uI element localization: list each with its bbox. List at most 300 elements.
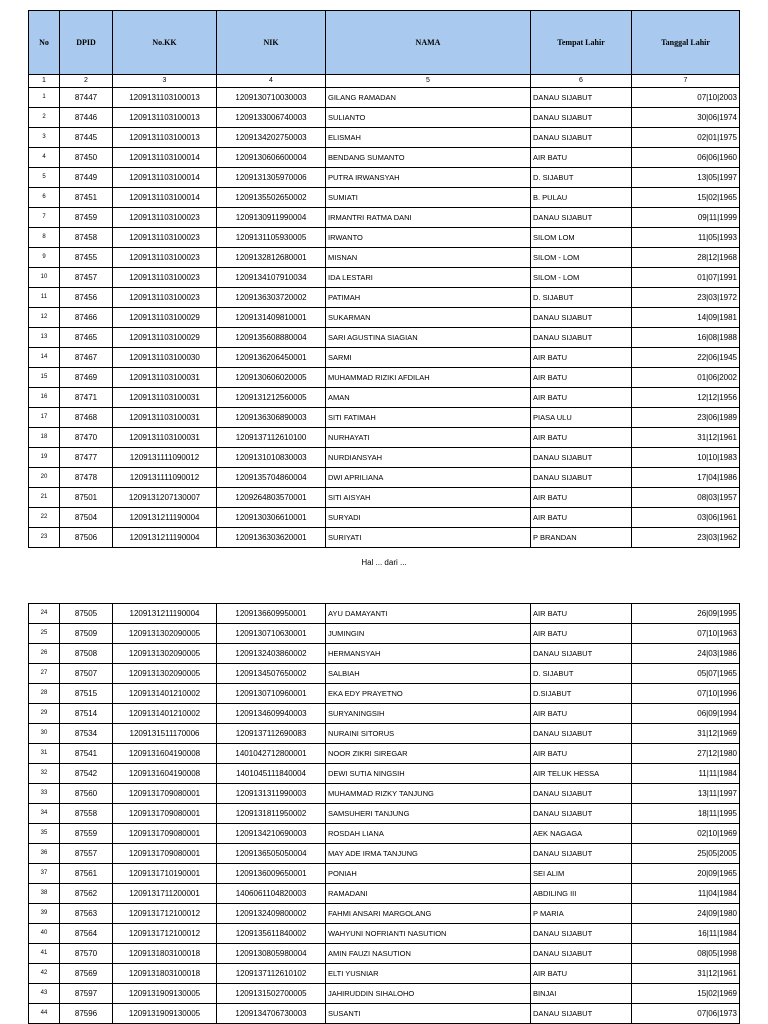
cell-no-kk: 1209131103100023 xyxy=(113,288,217,308)
cell-tanggal-lahir: 20|09|1965 xyxy=(632,864,740,884)
cell-no-kk: 1209131103100029 xyxy=(113,328,217,348)
table-row xyxy=(29,308,740,328)
cell-nik: 1209136009650001 xyxy=(217,864,326,884)
cell-tempat-lahir: DANAU SIJABUT xyxy=(531,328,632,348)
cell-nama: SALBIAH xyxy=(326,664,531,684)
table-row xyxy=(29,1004,740,1024)
table-row xyxy=(29,744,740,764)
table-row xyxy=(29,528,740,548)
cell-nik: 1209131305970006 xyxy=(217,168,326,188)
cell-tempat-lahir: DANAU SIJABUT xyxy=(531,644,632,664)
table-row xyxy=(29,88,740,108)
cell-no-kk: 1209131103100029 xyxy=(113,308,217,328)
cell-dpid: 87465 xyxy=(60,328,113,348)
cell-no: 28 xyxy=(29,684,60,704)
cell-no: 5 xyxy=(29,168,60,188)
cell-nama: ROSDAH LIANA xyxy=(326,824,531,844)
cell-tanggal-lahir: 17|04|1986 xyxy=(632,468,740,488)
cell-tempat-lahir: SILOM - LOM xyxy=(531,268,632,288)
column-number-row xyxy=(29,75,740,88)
cell-dpid: 87466 xyxy=(60,308,113,328)
cell-nik: 1209264803570001 xyxy=(217,488,326,508)
header-nik: NIK xyxy=(217,11,326,75)
column-number: 4 xyxy=(217,75,326,88)
cell-tanggal-lahir: 11|04|1984 xyxy=(632,884,740,904)
cell-nama: DWI APRILIANA xyxy=(326,468,531,488)
cell-nama: WAHYUNI NOFRIANTI NASUTION xyxy=(326,924,531,944)
voter-table-page-1 xyxy=(28,10,740,548)
cell-no: 25 xyxy=(29,624,60,644)
cell-nama: AYU DAMAYANTI xyxy=(326,604,531,624)
cell-dpid: 87542 xyxy=(60,764,113,784)
cell-nik: 1209137112610100 xyxy=(217,428,326,448)
cell-dpid: 87445 xyxy=(60,128,113,148)
cell-no: 39 xyxy=(29,904,60,924)
cell-tanggal-lahir: 13|05|1997 xyxy=(632,168,740,188)
cell-tempat-lahir: ABDILING III xyxy=(531,884,632,904)
cell-dpid: 87534 xyxy=(60,724,113,744)
cell-no-kk: 1209131103100014 xyxy=(113,188,217,208)
cell-tanggal-lahir: 28|12|1968 xyxy=(632,248,740,268)
table-row xyxy=(29,664,740,684)
cell-nama: AMIN FAUZI NASUTION xyxy=(326,944,531,964)
cell-tanggal-lahir: 11|05|1993 xyxy=(632,228,740,248)
table-row xyxy=(29,884,740,904)
header-no-kk: No.KK xyxy=(113,11,217,75)
cell-nik: 1209137112690083 xyxy=(217,724,326,744)
cell-tanggal-lahir: 11|11|1984 xyxy=(632,764,740,784)
table-row xyxy=(29,824,740,844)
table-row xyxy=(29,188,740,208)
cell-nama: IRMANTRI RATMA DANI xyxy=(326,208,531,228)
cell-dpid: 87459 xyxy=(60,208,113,228)
table-row xyxy=(29,784,740,804)
cell-tanggal-lahir: 24|03|1986 xyxy=(632,644,740,664)
cell-tanggal-lahir: 16|11|1984 xyxy=(632,924,740,944)
cell-dpid: 87504 xyxy=(60,508,113,528)
cell-tanggal-lahir: 01|06|2002 xyxy=(632,368,740,388)
cell-nik: 1209131409810001 xyxy=(217,308,326,328)
cell-no: 1 xyxy=(29,88,60,108)
table-row xyxy=(29,288,740,308)
cell-nama: AMAN xyxy=(326,388,531,408)
cell-tanggal-lahir: 07|06|1973 xyxy=(632,1004,740,1024)
cell-nik: 1209136609950001 xyxy=(217,604,326,624)
cell-no-kk: 1209131207130007 xyxy=(113,488,217,508)
cell-nik: 1406061104820003 xyxy=(217,884,326,904)
column-number: 3 xyxy=(113,75,217,88)
table-row xyxy=(29,268,740,288)
cell-no: 41 xyxy=(29,944,60,964)
cell-dpid: 87470 xyxy=(60,428,113,448)
cell-no: 24 xyxy=(29,604,60,624)
cell-tempat-lahir: D. SIJABUT xyxy=(531,168,632,188)
cell-tanggal-lahir: 15|02|1965 xyxy=(632,188,740,208)
cell-no: 32 xyxy=(29,764,60,784)
cell-no-kk: 1209131103100023 xyxy=(113,268,217,288)
cell-no: 14 xyxy=(29,348,60,368)
cell-tempat-lahir: AIR BATU xyxy=(531,744,632,764)
cell-dpid: 87468 xyxy=(60,408,113,428)
cell-no-kk: 1209131103100023 xyxy=(113,248,217,268)
cell-nama: PATIMAH xyxy=(326,288,531,308)
cell-nik: 1209136303620001 xyxy=(217,528,326,548)
cell-tempat-lahir: P BRANDAN xyxy=(531,528,632,548)
cell-no: 4 xyxy=(29,148,60,168)
table-row xyxy=(29,704,740,724)
cell-nama: SULIANTO xyxy=(326,108,531,128)
cell-tanggal-lahir: 05|07|1965 xyxy=(632,664,740,684)
cell-nik: 1209130805980004 xyxy=(217,944,326,964)
table-row xyxy=(29,248,740,268)
cell-nik: 1209131105930005 xyxy=(217,228,326,248)
cell-no: 8 xyxy=(29,228,60,248)
cell-tempat-lahir: DANAU SIJABUT xyxy=(531,448,632,468)
cell-no: 18 xyxy=(29,428,60,448)
cell-no: 2 xyxy=(29,108,60,128)
cell-tanggal-lahir: 15|02|1969 xyxy=(632,984,740,1004)
cell-dpid: 87509 xyxy=(60,624,113,644)
cell-dpid: 87514 xyxy=(60,704,113,724)
cell-nik: 1209130911990004 xyxy=(217,208,326,228)
cell-tanggal-lahir: 18|11|1995 xyxy=(632,804,740,824)
cell-no: 22 xyxy=(29,508,60,528)
cell-nik: 1209130710030003 xyxy=(217,88,326,108)
cell-nik: 1209131502700005 xyxy=(217,984,326,1004)
cell-nama: PONIAH xyxy=(326,864,531,884)
cell-dpid: 87570 xyxy=(60,944,113,964)
cell-nik: 1209136206450001 xyxy=(217,348,326,368)
cell-tempat-lahir: P MARIA xyxy=(531,904,632,924)
cell-no: 33 xyxy=(29,784,60,804)
cell-no-kk: 1209131909130005 xyxy=(113,984,217,1004)
cell-no: 34 xyxy=(29,804,60,824)
table-row xyxy=(29,228,740,248)
table-row xyxy=(29,408,740,428)
cell-nik: 1209134609940003 xyxy=(217,704,326,724)
cell-dpid: 87450 xyxy=(60,148,113,168)
cell-nama: DEWI SUTIA NINGSIH xyxy=(326,764,531,784)
header-tanggal-lahir: Tanggal Lahir xyxy=(632,11,740,75)
table-body-page-1 xyxy=(29,88,740,548)
cell-no: 31 xyxy=(29,744,60,764)
cell-dpid: 87477 xyxy=(60,448,113,468)
cell-dpid: 87597 xyxy=(60,984,113,1004)
cell-nik: 1209131811950002 xyxy=(217,804,326,824)
table-row xyxy=(29,428,740,448)
cell-tempat-lahir: AIR BATU xyxy=(531,964,632,984)
cell-tempat-lahir: AIR BATU xyxy=(531,428,632,448)
cell-tanggal-lahir: 07|10|1996 xyxy=(632,684,740,704)
column-number: 5 xyxy=(326,75,531,88)
cell-nama: BENDANG SUMANTO xyxy=(326,148,531,168)
cell-tempat-lahir: AIR BATU xyxy=(531,604,632,624)
cell-tempat-lahir: DANAU SIJABUT xyxy=(531,784,632,804)
cell-no-kk: 1209131103100030 xyxy=(113,348,217,368)
cell-tempat-lahir: DANAU SIJABUT xyxy=(531,924,632,944)
cell-nik: 1209130306610001 xyxy=(217,508,326,528)
cell-nik: 1209132812680001 xyxy=(217,248,326,268)
cell-tanggal-lahir: 13|11|1997 xyxy=(632,784,740,804)
header-nama: NAMA xyxy=(326,11,531,75)
cell-nik: 1209134202750003 xyxy=(217,128,326,148)
cell-dpid: 87561 xyxy=(60,864,113,884)
cell-nik: 1209131010830003 xyxy=(217,448,326,468)
table-row xyxy=(29,508,740,528)
cell-nik: 1209137112610102 xyxy=(217,964,326,984)
cell-dpid: 87447 xyxy=(60,88,113,108)
cell-nama: SURYANINGSIH xyxy=(326,704,531,724)
table-row xyxy=(29,148,740,168)
cell-tanggal-lahir: 16|08|1988 xyxy=(632,328,740,348)
table-row xyxy=(29,984,740,1004)
cell-no-kk: 1209131401210002 xyxy=(113,704,217,724)
cell-nama: SARMI xyxy=(326,348,531,368)
cell-nik: 1209135611840002 xyxy=(217,924,326,944)
cell-dpid: 87456 xyxy=(60,288,113,308)
cell-no: 15 xyxy=(29,368,60,388)
cell-nik: 1209132409800002 xyxy=(217,904,326,924)
cell-nama: SARI AGUSTINA SIAGIAN xyxy=(326,328,531,348)
cell-no-kk: 1209131302090005 xyxy=(113,644,217,664)
cell-nik: 1401045111840004 xyxy=(217,764,326,784)
cell-dpid: 87564 xyxy=(60,924,113,944)
cell-no-kk: 1209131909130005 xyxy=(113,1004,217,1024)
cell-tempat-lahir: AIR TELUK HESSA xyxy=(531,764,632,784)
table-row xyxy=(29,904,740,924)
cell-nik: 1209136306890003 xyxy=(217,408,326,428)
cell-nama: IDA LESTARI xyxy=(326,268,531,288)
cell-no: 12 xyxy=(29,308,60,328)
cell-nik: 1209135608880004 xyxy=(217,328,326,348)
cell-nama: PUTRA IRWANSYAH xyxy=(326,168,531,188)
header-dpid: DPID xyxy=(60,11,113,75)
cell-tanggal-lahir: 23|03|1962 xyxy=(632,528,740,548)
cell-tempat-lahir: D. SIJABUT xyxy=(531,664,632,684)
cell-tanggal-lahir: 02|01|1975 xyxy=(632,128,740,148)
table-row xyxy=(29,944,740,964)
cell-nama: IRWANTO xyxy=(326,228,531,248)
table-row xyxy=(29,684,740,704)
cell-no-kk: 1209131712100012 xyxy=(113,904,217,924)
cell-tempat-lahir: SILOM - LOM xyxy=(531,248,632,268)
column-number: 2 xyxy=(60,75,113,88)
cell-no: 13 xyxy=(29,328,60,348)
cell-no-kk: 1209131604190008 xyxy=(113,764,217,784)
cell-no: 44 xyxy=(29,1004,60,1024)
cell-no-kk: 1209131211190004 xyxy=(113,508,217,528)
table-row xyxy=(29,964,740,984)
cell-tanggal-lahir: 08|03|1957 xyxy=(632,488,740,508)
cell-nik: 1209131212560005 xyxy=(217,388,326,408)
cell-tanggal-lahir: 02|10|1969 xyxy=(632,824,740,844)
cell-tanggal-lahir: 31|12|1961 xyxy=(632,964,740,984)
cell-no-kk: 1209131103100031 xyxy=(113,388,217,408)
table-row xyxy=(29,208,740,228)
cell-dpid: 87451 xyxy=(60,188,113,208)
column-number: 6 xyxy=(531,75,632,88)
cell-no: 21 xyxy=(29,488,60,508)
cell-no-kk: 1209131709080001 xyxy=(113,824,217,844)
cell-no-kk: 1209131103100014 xyxy=(113,168,217,188)
cell-nama: ELISMAH xyxy=(326,128,531,148)
cell-no: 36 xyxy=(29,844,60,864)
cell-no-kk: 1209131103100014 xyxy=(113,148,217,168)
cell-nama: NOOR ZIKRI SIREGAR xyxy=(326,744,531,764)
cell-no-kk: 1209131710190001 xyxy=(113,864,217,884)
cell-tempat-lahir: AIR BATU xyxy=(531,624,632,644)
cell-no-kk: 1209131803100018 xyxy=(113,964,217,984)
cell-tempat-lahir: DANAU SIJABUT xyxy=(531,1004,632,1024)
cell-nik: 1209132403860002 xyxy=(217,644,326,664)
cell-dpid: 87478 xyxy=(60,468,113,488)
cell-tanggal-lahir: 01|07|1991 xyxy=(632,268,740,288)
column-number: 1 xyxy=(29,75,60,88)
cell-dpid: 87562 xyxy=(60,884,113,904)
cell-no: 9 xyxy=(29,248,60,268)
page-footer: Hal ... dari ... xyxy=(361,558,407,567)
table-row xyxy=(29,348,740,368)
cell-tempat-lahir: D. SIJABUT xyxy=(531,288,632,308)
cell-no-kk: 1209131211190004 xyxy=(113,604,217,624)
cell-no-kk: 1209131604190008 xyxy=(113,744,217,764)
cell-tanggal-lahir: 14|09|1981 xyxy=(632,308,740,328)
cell-nik: 1209134107910034 xyxy=(217,268,326,288)
cell-nama: NURAINI SITORUS xyxy=(326,724,531,744)
cell-nama: MUHAMMAD RIZIKI AFDILAH xyxy=(326,368,531,388)
table-row xyxy=(29,488,740,508)
cell-nama: SUMIATI xyxy=(326,188,531,208)
cell-nama: ELTI YUSNIAR xyxy=(326,964,531,984)
cell-tempat-lahir: SILOM LOM xyxy=(531,228,632,248)
cell-no-kk: 1209131103100031 xyxy=(113,428,217,448)
cell-no-kk: 1209131103100031 xyxy=(113,408,217,428)
cell-dpid: 87563 xyxy=(60,904,113,924)
cell-nik: 1209134706730003 xyxy=(217,1004,326,1024)
table-row xyxy=(29,604,740,624)
cell-no: 16 xyxy=(29,388,60,408)
cell-nama: MAY ADE IRMA TANJUNG xyxy=(326,844,531,864)
cell-tempat-lahir: DANAU SIJABUT xyxy=(531,108,632,128)
header-no: No xyxy=(29,11,60,75)
cell-nik: 1209130606600004 xyxy=(217,148,326,168)
cell-tanggal-lahir: 06|06|1960 xyxy=(632,148,740,168)
cell-no-kk: 1209131712100012 xyxy=(113,924,217,944)
cell-dpid: 87558 xyxy=(60,804,113,824)
table-row xyxy=(29,108,740,128)
cell-dpid: 87596 xyxy=(60,1004,113,1024)
cell-tempat-lahir: DANAU SIJABUT xyxy=(531,844,632,864)
cell-no-kk: 1209131803100018 xyxy=(113,944,217,964)
cell-nama: SAMSUHERI TANJUNG xyxy=(326,804,531,824)
cell-dpid: 87471 xyxy=(60,388,113,408)
cell-nama: SITI AISYAH xyxy=(326,488,531,508)
cell-no-kk: 1209131103100023 xyxy=(113,228,217,248)
cell-no: 30 xyxy=(29,724,60,744)
cell-no-kk: 1209131709080001 xyxy=(113,784,217,804)
cell-tempat-lahir: AEK NAGAGA xyxy=(531,824,632,844)
cell-no: 37 xyxy=(29,864,60,884)
table-row xyxy=(29,328,740,348)
cell-nama: EKA EDY PRAYETNO xyxy=(326,684,531,704)
cell-no-kk: 1209131709080001 xyxy=(113,844,217,864)
cell-dpid: 87506 xyxy=(60,528,113,548)
cell-dpid: 87457 xyxy=(60,268,113,288)
cell-tempat-lahir: DANAU SIJABUT xyxy=(531,208,632,228)
cell-tanggal-lahir: 23|06|1989 xyxy=(632,408,740,428)
cell-dpid: 87508 xyxy=(60,644,113,664)
cell-tempat-lahir: AIR BATU xyxy=(531,508,632,528)
cell-dpid: 87505 xyxy=(60,604,113,624)
cell-no: 40 xyxy=(29,924,60,944)
table-row xyxy=(29,128,740,148)
cell-tanggal-lahir: 08|05|1998 xyxy=(632,944,740,964)
cell-tempat-lahir: DANAU SIJABUT xyxy=(531,88,632,108)
table-row xyxy=(29,448,740,468)
cell-no: 43 xyxy=(29,984,60,1004)
cell-dpid: 87560 xyxy=(60,784,113,804)
cell-nik: 1209134210690003 xyxy=(217,824,326,844)
cell-tempat-lahir: B. PULAU xyxy=(531,188,632,208)
cell-no-kk: 1209131103100013 xyxy=(113,88,217,108)
table-row xyxy=(29,644,740,664)
cell-nik: 1209130606020005 xyxy=(217,368,326,388)
cell-no: 38 xyxy=(29,884,60,904)
cell-no-kk: 1209131111090012 xyxy=(113,468,217,488)
cell-nik: 1209130710960001 xyxy=(217,684,326,704)
cell-tanggal-lahir: 25|05|2005 xyxy=(632,844,740,864)
header-tempat-lahir: Tempat Lahir xyxy=(531,11,632,75)
cell-nik: 1209134507650002 xyxy=(217,664,326,684)
table-row xyxy=(29,168,740,188)
cell-no: 17 xyxy=(29,408,60,428)
cell-no: 3 xyxy=(29,128,60,148)
cell-tanggal-lahir: 30|06|1974 xyxy=(632,108,740,128)
cell-tanggal-lahir: 06|09|1994 xyxy=(632,704,740,724)
cell-tempat-lahir: AIR BATU xyxy=(531,348,632,368)
cell-tanggal-lahir: 22|06|1945 xyxy=(632,348,740,368)
cell-dpid: 87541 xyxy=(60,744,113,764)
cell-nama: GILANG RAMADAN xyxy=(326,88,531,108)
cell-no-kk: 1209131511170006 xyxy=(113,724,217,744)
cell-no: 23 xyxy=(29,528,60,548)
cell-tanggal-lahir: 23|03|1972 xyxy=(632,288,740,308)
cell-no-kk: 1209131711200001 xyxy=(113,884,217,904)
cell-nik: 1209136505050004 xyxy=(217,844,326,864)
cell-no-kk: 1209131302090005 xyxy=(113,664,217,684)
cell-nama: RAMADANI xyxy=(326,884,531,904)
cell-no-kk: 1209131103100031 xyxy=(113,368,217,388)
cell-dpid: 87515 xyxy=(60,684,113,704)
table-row xyxy=(29,388,740,408)
cell-dpid: 87469 xyxy=(60,368,113,388)
table-body-page-2 xyxy=(29,604,740,1024)
cell-tempat-lahir: AIR BATU xyxy=(531,488,632,508)
cell-tempat-lahir: DANAU SIJABUT xyxy=(531,724,632,744)
cell-dpid: 87569 xyxy=(60,964,113,984)
cell-nama: NURHAYATI xyxy=(326,428,531,448)
cell-no-kk: 1209131401210002 xyxy=(113,684,217,704)
table-row xyxy=(29,724,740,744)
cell-nama: MISNAN xyxy=(326,248,531,268)
cell-tempat-lahir: DANAU SIJABUT xyxy=(531,308,632,328)
cell-tanggal-lahir: 31|12|1969 xyxy=(632,724,740,744)
cell-no-kk: 1209131111090012 xyxy=(113,448,217,468)
voter-table-page-2 xyxy=(28,603,740,1024)
cell-no: 11 xyxy=(29,288,60,308)
cell-no-kk: 1209131103100013 xyxy=(113,128,217,148)
cell-nik: 1209133006740003 xyxy=(217,108,326,128)
